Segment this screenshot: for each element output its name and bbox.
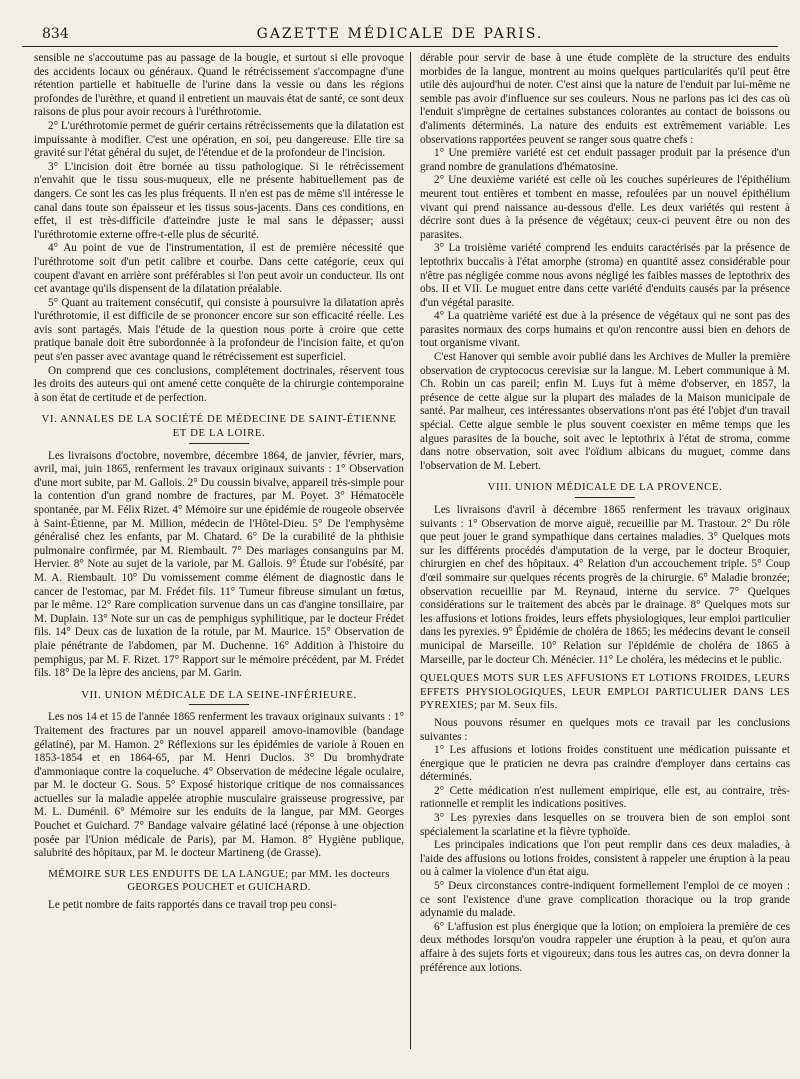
paragraph: 3° L'incision doit être bornée au tissu pathologique. Si le rétrécissement n'envahit que le tissu sous-muqueux, elle ne présente habituellement pas de dangers. Ce sont les cas les plus fréquents. Il n'en est pas de même s'il intéresse le canal dans toute son épaisseur et les tissus sous-jacents. Dans ces conditions, en effet, il est très-difficile d'atteindre juste le mal sans le dépasser; aussi l'uréthrotomie externe offre-t-elle plus de sécurité. — [34, 160, 404, 241]
paragraph: Le petit nombre de faits rapportés dans ce travail trop peu consi- — [48, 899, 337, 912]
left-column — [34, 52, 404, 1069]
section-heading-text: VI. ANNALES DE LA SOCIÉTÉ DE MÉDECINE DE SAINT-ÉTIENNE ET DE LA LOIRE. — [41, 413, 397, 440]
paragraph: dérable pour servir de base à une étude complète de la structure des enduits morbides de la langue, montrent au moins quelques particularités qu'il peut être utile dès aujourd'hui de noter. C'est ainsi que la nature de l'enduit par lui-même ne semble pas avoir d'influence sur ses couleurs. Nous ne parlons pas ici des cas où l'enduit s'imprègne de certaines substances colorantes au contact de boissons ou d'aliments déterminés. La nature des enduits est extrêmement variable. Les observations rapportées peuvent se ranger sous quatre chefs : — [420, 52, 790, 146]
paragraph: 2° L'uréthrotomie permet de guérir certains rétrécissements que la dilatation est impuissante à modifier. C'est une opération, en soi, peu dangereuse. Elle tire sa gravité sur l'état général du sujet, de l'étendue et de la profondeur de l'incision. — [34, 119, 404, 160]
right-column — [420, 52, 790, 1069]
memoire-title-line: MÉMOIRE SUR LES ENDUITS DE LA LANGUE; par MM. les docteurs — [48, 867, 390, 880]
article-title: QUELQUES MOTS SUR LES AFFUSIONS ET LOTIONS FROIDES, LEURS EFFETS PHYSIOLOGIQUES, LEUR EMPLOI PARTICULIER DANS LES PYREXIES; par M. Seux fils. — [420, 672, 790, 712]
heading-rule — [575, 497, 635, 498]
section-heading-viii — [420, 481, 790, 498]
paragraph: sensible ne s'accoutume pas au passage de la bougie, et surtout si elle provoque des accidents locaux ou généraux. Quand le rétrécissement s'accompagne d'une rétention partielle et habituelle de l'urine dans la vessie ou dans les régions profondes de l'urèthre, et quand il entretient un mauvais état de santé, ce sont deux raisons de plus pour avoir recours à l'uréthrotomie. — [34, 52, 404, 119]
paragraph: Les principales indications que l'on peut remplir dans ces deux maladies, à l'aide des affusions ou lotions froides, consistent à rappeler une éruption à la peau ou à calmer la violence d'un état aigu. — [420, 839, 790, 879]
paragraph: On comprend que ces conclusions, complétement doctrinales, réservent tous les droits des auteurs qui ont amené cette conquête de la chirurgie contemporaine à son état de certitude et de perfection. — [34, 364, 404, 404]
journal-title: GAZETTE MÉDICALE DE PARIS. — [256, 26, 544, 42]
paragraph: C'est Hanover qui semble avoir publié dans les Archives de Muller la première observation de cryptococus cerevisiæ sur la langue. M. Lebert communique à M. Ch. Robin un cas pareil; enfin M. Luys fut à même d'observer, en 1857, la présence de cette algue sur la plupart des malades de la Maison municipale de santé. Par malheur, ces intéressantes observations n'ont pas été l'objet d'un travail spécial. Cette algue semble le plus souvent coexister en même temps que les algues parasites de la bouche, soit avec le leptothrix à l'état de stroma, comme dans notre observation, soit avec l'oïdium albicans du muguet, comme dans l'observation de M. Lebert. — [420, 351, 790, 472]
paragraph: 5° Quant au traitement consécutif, qui consiste à poursuivre la dilatation après l'uréthrotomie, il est difficile de se prononcer encore sur son efficacité réelle. Les avis sont partagés. Mais l'étude de la question nous porte à croire que cette pratique banale doit être subordonnée à la profondeur de l'incision faite, et qu'on peut s'en passer avec avantage quand le rétrécissement est superficiel. — [34, 296, 404, 364]
memoire-authors: GEORGES POUCHET et GUICHARD. — [127, 881, 311, 894]
section-heading-text: VIII. UNION MÉDICALE DE LA PROVENCE. — [487, 481, 723, 494]
paragraph: 1° Les affusions et lotions froides constituent une médication puissante et énergique que le praticien ne devra pas craindre d'employer dans certains cas déterminés. — [420, 744, 790, 784]
section-heading-vii — [34, 689, 404, 706]
paragraph: Nous pouvons résumer en quelques mots ce travail par les conclusions suivantes : — [420, 716, 790, 743]
paragraph: Les livraisons d'octobre, novembre, décembre 1864, de janvier, février, mars, avril, mai, juin 1865, renferment les travaux originaux suivants : 1° Observation d'une mort subite, par M. Gallois. 2° Du coussin bivalve, appareil très-simple pour la contention d'un grand nombre de fractures, par M. Poyet. 3° Hématocèle spontanée, par M. Félix Rizet. 4° Mémoire sur une épidémie de rougeole observée à Saint-Étienne, par M. Million, médecin de l'Hôtel-Dieu. 5° De l'emphysème généralisé chez les enfants, par M. Chatard. 6° De la curabilité de la phthisie pulmonaire confirmée, par M. Riembault. 7° Des mariages consanguins par M. Hervier. 8° Note au sujet de la variole, par M. Gallois. 9° Étude sur l'obésité, par M. A. Riembault. 10° Du vomissement comme élément de diagnostic dans le cancer de l'estomac, par M. Frédet fils. 11° Tumeur fibreuse simulant un fœtus, par le même. 12° Rare complication survenue dans un cas d'angine tonsillaire, par M. Duplain. 13° Note sur un cas de pemphigus syphilitique, par le docteur Frédet fils. 14° Deux cas de luxation de la rotule, par M. Maurice. 15° Observation de plaie pénétrante de l'abdomen, par M. Duchenne. 16° Addition à l'histoire du pemphigus, par M. F. Rizet. 17° Rapport sur le mémoire précédent, par M. Frédet fils. 18° De la lèpre des anciens, par M. Garin. — [34, 449, 404, 680]
text-columns — [24, 52, 790, 1069]
section-heading-vi — [34, 413, 404, 443]
column-divider — [410, 52, 411, 1049]
paragraph: Les livraisons d'avril à décembre 1865 renferment les travaux originaux suivants : 1° Observation de morve aiguë, recueillie par M. Trastour. 2° Du rôle que peut jouer le grand sympathique dans certaines maladies. 3° Quelques mots sur les différents procédés d'amputation de la verge, par le docteur Broquier, chirurgien en chef des hôpitaux. 4° Relation d'un accouchement triple. 5° Coup d'œil sommaire sur quelques récents progrès de la chirurgie. 6° Maladie bronzée; observation recueillie par M. Reynaud, interne du service. 7° Quelques considérations sur le traitement des abcès par le drainage. 8° Quelques mots sur les affusions et lotions froides, leurs effets physiologiques, leur emploi particulier dans les pyrexies. 9° Épidémie de choléra de 1865; les médecins devant le conseil municipal de Marseille. 10° Relation sur l'épidémie de choléra de 1865 à Marseille, par le docteur Ch. Ménécier. 11° Le choléra, les médecins et le public. — [420, 504, 790, 666]
paragraph: 1° Une première variété est cet enduit passager produit par la présence d'un grand nombre de granulations d'hématosine. — [420, 147, 790, 173]
running-header — [22, 24, 778, 47]
paragraph: 4° Au point de vue de l'instrumentation, il est de première nécessité que l'uréthrotome soit d'un petit calibre et courbe. Dans cette catégorie, ceux qui coupent d'avant en arrière sont préférables si l'on peut avoir un conducteur. Ils ont cet avantage qu'ils dispensent de la dilatation préalable. — [34, 242, 404, 296]
paragraph: 2° Une deuxième variété est celle où les couches supérieures de l'épithélium meurent tout entières et tombent en masse, refoulées par un nouvel épithélium vivant qui prend naissance au-dessous d'elle. Les deux variétés qui restent à décrire sont dues à la présence de végétaux; ceux-ci peuvent être ou non des parasites. — [420, 174, 790, 241]
paragraph: 5° Deux circonstances contre-indiquent formellement l'emploi de ce moyen : ce sont l'existence d'une grave complication thoracique ou la trop grande adynamie du malade. — [420, 880, 790, 920]
paragraph: 3° Les pyrexies dans lesquelles on se trouvera bien de son emploi sont spécialement la scarlatine et la fièvre typhoïde. — [420, 812, 790, 838]
heading-rule — [189, 704, 249, 705]
section-heading-text: VII. UNION MÉDICALE DE LA SEINE-INFÉRIEURE. — [81, 688, 357, 701]
heading-rule — [189, 443, 249, 444]
paragraph: 4° La quatrième variété est due à la présence de végétaux qui ne sont pas des parasites normaux des corps humains et qu'on rencontre aussi bien en dehors de tout organisme vivant. — [420, 310, 790, 350]
memoire-title — [34, 868, 404, 895]
paragraph: Les nos 14 et 15 de l'année 1865 renferment les travaux originaux suivants : 1° Traitement des fractures par un nouvel appareil amovo-inamovible (bandage gélatiné), par M. Hamon. 2° Réflexions sur les épidémies de variole à Rouen en 1853-1854 et en 1864-65, par M. Henri Duclos. 3° Du bromhydrate d'ammoniaque contre la coqueluche. 4° Observation de médecine légale oculaire, par M. le docteur G. Sous. 5° Exposé historique critique de nos connaissances actuelles sur la maladie appelée atrophie musculaire graisseuse progressive, par M. L. Duménil. 6° Mémoire sur les enduits de la langue, par MM. Georges Pouchet et Guichard. 7° Bandage valvaire gélatiné lacé (réponse à une objection posée par l'Union médicale de Paris), par M. Hamon. 8° Hygiène publique, salubrité des hôpitaux, par M. le docteur Martineng (de Grasse). — [34, 711, 404, 860]
paragraph: 6° L'affusion est plus énergique que la lotion; on emploiera la première de ces deux méthodes lorsqu'on voudra rappeler une éruption à la peau, et qu'on aura affaire à des sujets forts et vigoureux; dans tous les autres cas, on devra donner la préférence aux lotions. — [420, 920, 790, 974]
paragraph: 2° Cette médication n'est nullement empirique, elle est, au contraire, très-rationnelle et remplit les indications positives. — [420, 784, 790, 811]
paragraph: 3° La troisième variété comprend les enduits caractérisés par la présence de leptothrix buccalis à l'état amorphe (stroma) en quantité assez considérable pour n'être pas négligée comme nous avons négligé les faibles masses de leptothrix des obs. II et VII. Le muguet entre dans cette variété d'enduits causés par la présence d'un végétal parasite. — [420, 242, 790, 309]
page-number: 834 — [42, 26, 69, 42]
